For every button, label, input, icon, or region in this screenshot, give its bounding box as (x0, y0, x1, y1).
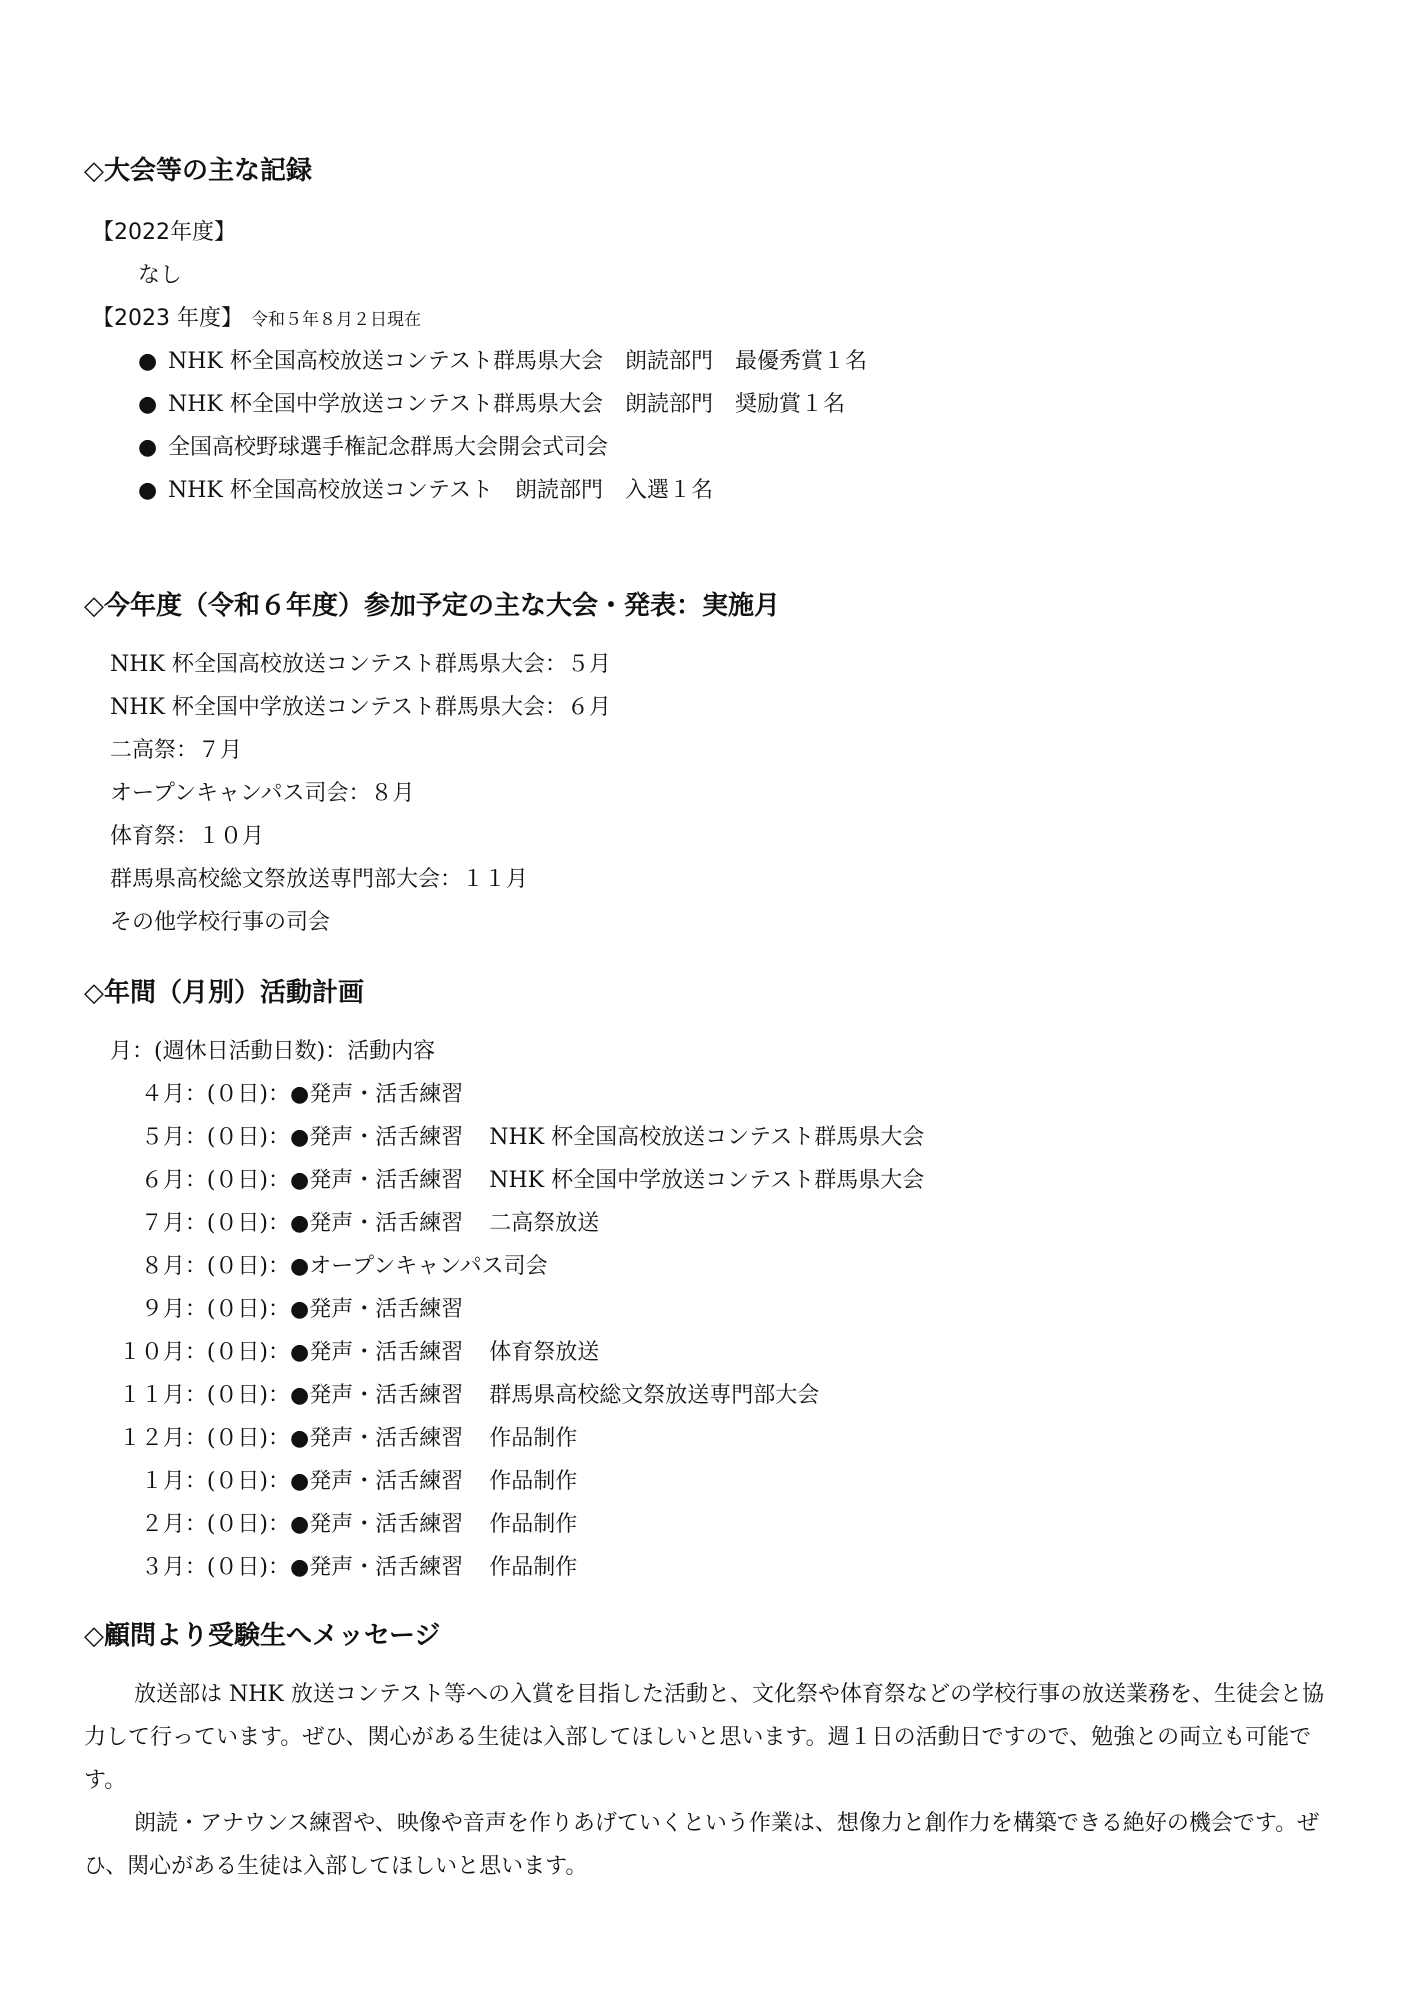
annual-activity: ●発声・活舌練習 (290, 1168, 464, 1193)
record-item (138, 476, 713, 506)
annual-row (84, 1252, 574, 1282)
annual-month: １月：(０日)： (140, 1469, 290, 1494)
annual-row (84, 1295, 489, 1325)
message-paragraph-1: 放送部は NHK 放送コンテスト等への入賞を目指した活動と、文化祭や体育祭などの学校行事の放送業務を、生徒会と協力して行っています。ぜひ、関心がある生徒は入部してほしいと思います。週１日の活動日ですので、勉強との両立も可能です。 (84, 1682, 1324, 1793)
annual-row (84, 1424, 577, 1454)
year-2023-note: 令和５年８月２日現在 (250, 310, 421, 330)
annual-event: NHK 杯全国高校放送コンテスト群馬県大会 (489, 1125, 925, 1150)
annual-activity: ●発声・活舌練習 (290, 1383, 464, 1408)
plan-item: オープンキャンパス司会：８月 (110, 781, 415, 806)
bullet-icon: ● (138, 435, 158, 460)
record-item-text: NHK 杯全国高校放送コンテスト 朗読部門 入選１名 (168, 478, 713, 503)
annual-event: 群馬県高校総文祭放送専門部大会 (489, 1383, 820, 1408)
annual-row (84, 1209, 599, 1239)
annual-month: ９月：(０日)： (140, 1297, 290, 1322)
annual-row (84, 1553, 577, 1583)
message-heading: ◇顧問より受験生へメッセージ (84, 1621, 441, 1651)
annual-activity: ●発声・活舌練習 (290, 1469, 464, 1494)
year-2023-label: 【2023 年度】 (92, 306, 243, 331)
annual-month: １１月：(０日)： (118, 1383, 290, 1408)
annual-activity: ●発声・活舌練習 (290, 1297, 464, 1322)
record-item-text: NHK 杯全国中学放送コンテスト群馬県大会 朗読部門 奨励賞１名 (168, 392, 845, 417)
annual-event: NHK 杯全国中学放送コンテスト群馬県大会 (489, 1168, 925, 1193)
plan-item: 二高祭：７月 (110, 738, 243, 763)
annual-month: １２月：(０日)： (118, 1426, 290, 1451)
annual-event: 作品制作 (489, 1512, 578, 1537)
annual-row (84, 1166, 924, 1196)
annual-activity: ●発声・活舌練習 (290, 1512, 464, 1537)
annual-row (84, 1080, 489, 1110)
annual-event: 作品制作 (489, 1555, 578, 1580)
annual-month: ４月：(０日)： (140, 1082, 290, 1107)
annual-event: 体育祭放送 (489, 1340, 600, 1365)
record-item (138, 433, 608, 463)
annual-activity: ●発声・活舌練習 (290, 1082, 464, 1107)
year-2022-content: なし (138, 263, 183, 288)
bullet-icon: ● (138, 478, 158, 503)
annual-event: 二高祭放送 (489, 1211, 600, 1236)
annual-activity: ●発声・活舌練習 (290, 1125, 464, 1150)
annual-month: ８月：(０日)： (140, 1254, 290, 1279)
annual-month: ７月：(０日)： (140, 1211, 290, 1236)
annual-activity: ●発声・活舌練習 (290, 1555, 464, 1580)
annual-month: ３月：(０日)： (140, 1555, 290, 1580)
plan-item: その他学校行事の司会 (110, 910, 331, 935)
record-item-text: NHK 杯全国高校放送コンテスト群馬県大会 朗読部門 最優秀賞１名 (168, 349, 867, 374)
annual-month: １０月：(０日)： (118, 1340, 290, 1365)
annual-activity: ●オープンキャンパス司会 (290, 1254, 548, 1279)
annual-activity: ●発声・活舌練習 (290, 1211, 464, 1236)
annual-row (84, 1381, 819, 1411)
plan-item: 体育祭：１０月 (110, 824, 265, 849)
annual-month: ６月：(０日)： (140, 1168, 290, 1193)
plan-item: NHK 杯全国中学放送コンテスト群馬県大会：６月 (110, 695, 611, 720)
annual-row (84, 1467, 577, 1497)
annual-activity: ●発声・活舌練習 (290, 1340, 464, 1365)
annual-row (84, 1123, 924, 1153)
annual-event: 作品制作 (489, 1426, 578, 1451)
plan-item: 群馬県高校総文祭放送専門部大会：１１月 (110, 867, 529, 892)
bullet-icon: ● (138, 349, 158, 374)
record-item (138, 347, 867, 377)
annual-activity: ●発声・活舌練習 (290, 1426, 464, 1451)
annual-month: ２月：(０日)： (140, 1512, 290, 1537)
year-2023-line (92, 304, 421, 335)
record-item (138, 390, 845, 420)
record-item-text: 全国高校野球選手権記念群馬大会開会式司会 (168, 435, 609, 460)
message-paragraph-2: 朗読・アナウンス練習や、映像や音声を作りあげていくという作業は、想像力と創作力を構築できる絶好の機会です。ぜひ、関心がある生徒は入部してほしいと思います。 (84, 1811, 1320, 1879)
annual-heading: ◇年間（月別）活動計画 (84, 978, 364, 1008)
annual-row (84, 1338, 599, 1368)
annual-header-row: 月：(週休日活動日数)：活動内容 (110, 1039, 436, 1064)
plan-item: NHK 杯全国高校放送コンテスト群馬県大会：５月 (110, 652, 611, 677)
year-2022-label: 【2022年度】 (92, 220, 236, 245)
records-heading: ◇大会等の主な記録 (84, 156, 312, 186)
plans-heading: ◇今年度（令和６年度）参加予定の主な大会・発表：実施月 (84, 591, 780, 621)
annual-row (84, 1510, 577, 1540)
annual-event: 作品制作 (489, 1469, 578, 1494)
annual-month: ５月：(０日)： (140, 1125, 290, 1150)
bullet-icon: ● (138, 392, 158, 417)
